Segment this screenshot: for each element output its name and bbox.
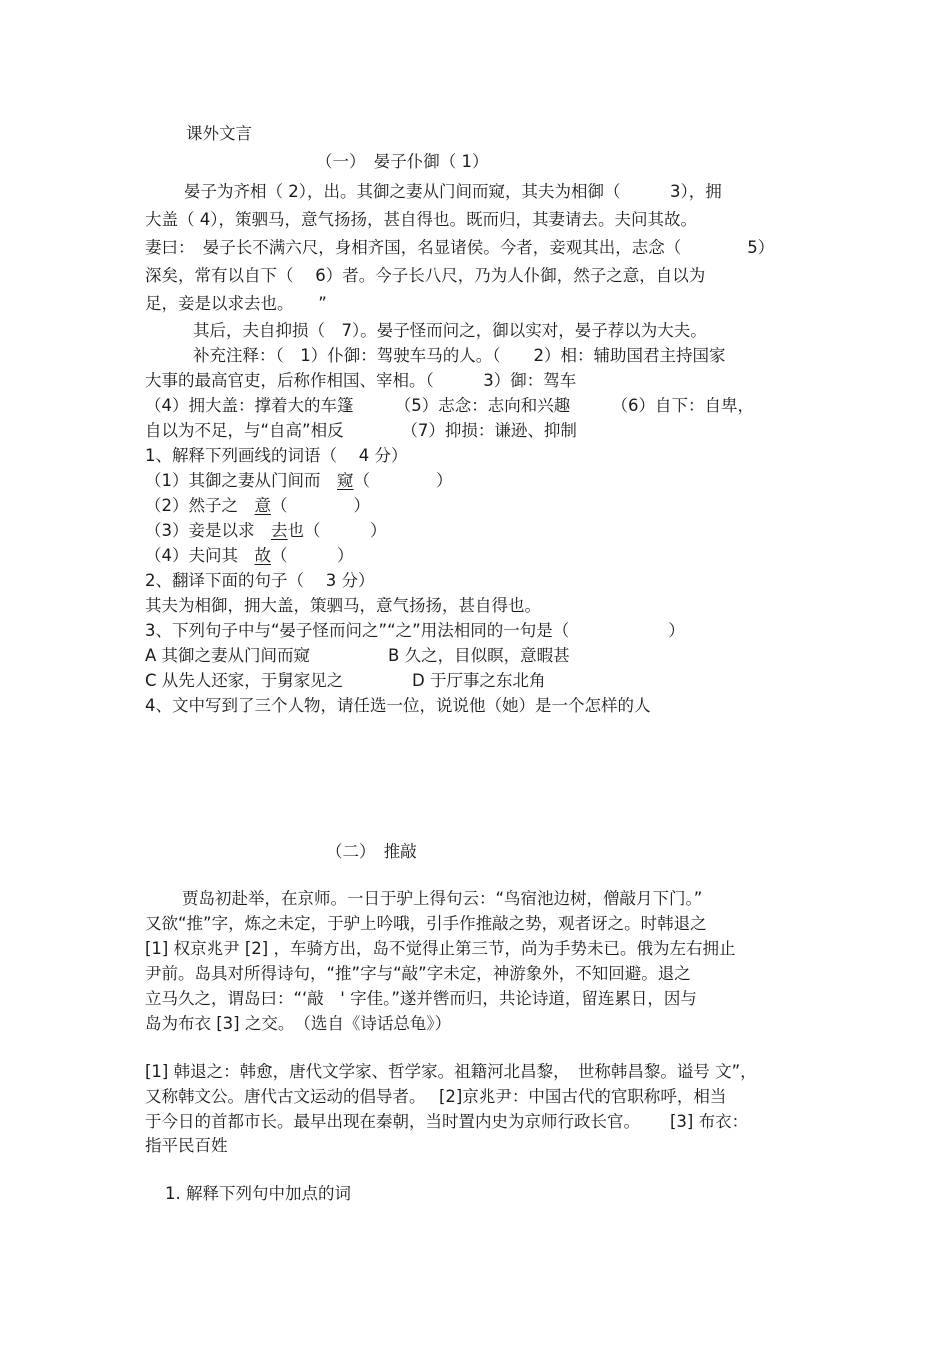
text1-line-2: 大盖（ 4），策驷马，意气扬扬，甚自得也。既而归，其妻请去。夫问其故。	[145, 210, 697, 229]
text2-note-3: 于今日的首都市长。最早出现在秦朝，当时置内史为京师行政长官。 [3] 布衣：	[145, 1112, 749, 1131]
text1-note-2: 大事的最高官吏，后称作相国、宰相。（ 3）御：驾车	[145, 371, 577, 390]
text1-line-6: 其后，夫自抑损（ 7）。晏子怪而问之，御以实对，晏子荐以为大夫。	[193, 321, 707, 340]
q3-title: 3、下列句子中与“晏子怪而问之”“之”用法相同的一句是（ ）	[145, 621, 685, 640]
q3-option-d: D 于厅事之东北角	[412, 671, 546, 690]
text1-title: （一） 晏子仆御（ 1）	[316, 152, 489, 171]
text2-note-2: 又称韩文公。唐代古文运动的倡导者。 [2]京兆尹：中国古代的官职称呼，相当	[145, 1087, 727, 1106]
text2-line-3: [1] 权京兆尹 [2] ，车骑方出，岛不觉得止第三节，尚为手势未已。俄为左右拥止	[145, 939, 736, 958]
text2-title: （二） 推敲	[326, 842, 417, 861]
text1-note-1: 补充注释：（ 1）仆御：驾驶车马的人。（ 2）相：辅助国君主持国家	[193, 346, 726, 365]
text2-note-1: [1] 韩退之：韩愈，唐代文学家、哲学家。祖籍河北昌黎， 世称韩昌黎。谥号 文”，	[145, 1062, 757, 1081]
text2-line-1: 贾岛初赴举，在京师。一日于驴上得句云：“鸟宿池边树，僧敲月下门。”	[182, 889, 703, 908]
q4-title: 4、文中写到了三个人物，请任选一位，说说他（她）是一个怎样的人	[145, 696, 651, 715]
q2-title: 2、翻译下面的句子（ 3 分）	[145, 571, 375, 590]
text1-line-1: 晏子为齐相（ 2），出。其御之妻从门间而窥，其夫为相御（ 3），拥	[184, 182, 722, 201]
text1-note-3: （4）拥大盖：撑着大的车篷 （5）志念：志向和兴趣 （6）自下：自卑，	[145, 396, 754, 415]
text1-note-4: 自以为不足，与“自高”相反 （7）抑损：谦逊、抑制	[145, 421, 577, 440]
q3-option-a: A 其御之妻从门间而窥	[145, 646, 311, 665]
q3-option-b: B 久之，目似瞑，意暇甚	[388, 646, 570, 665]
q1-item-3: （3）妾是以求 去也（ ）	[145, 521, 387, 540]
q1-item-1: （1）其御之妻从门间而 窥（ ）	[145, 471, 453, 490]
section-heading: 课外文言	[186, 124, 252, 143]
text2-line-4: 尹前。岛具对所得诗句，“推”字与“敲”字未定，神游象外，不知回避。退之	[145, 964, 691, 983]
q1-title: 1、解释下列画线的词语（ 4 分）	[145, 446, 408, 465]
text2-line-5: 立马久之，谓岛曰：“‘敲 ' 字佳。”遂并辔而归，共论诗道，留连累日，因与	[145, 989, 697, 1008]
text2-line-2: 又欲“推”字，炼之未定，于驴上吟哦，引手作推敲之势，观者讶之。时韩退之	[145, 914, 707, 933]
q1-item-2: （2）然子之 意（ ）	[145, 496, 370, 515]
text1-line-4: 深矣，常有以自下（ 6）者。今子长八尺，乃为人仆御，然子之意，自以为	[145, 266, 706, 285]
q2-sentence: 其夫为相御，拥大盖，策驷马，意气扬扬，甚自得也。	[145, 596, 541, 615]
text1-line-3: 妻曰： 晏子长不满六尺，身相齐国，名显诸侯。今者，妾观其出，志念（ 5）	[145, 238, 775, 257]
text1-line-5: 足，妾是以求去也。 ”	[145, 294, 327, 313]
text2-line-6: 岛为布衣 [3] 之交。 （选自《诗话总龟》）	[145, 1014, 452, 1033]
q3-option-c: C 从先人还家，于舅家见之	[145, 671, 344, 690]
q1-item-4: （4）夫问其 故（ ）	[145, 546, 354, 565]
text2-note-4: 指平民百姓	[145, 1136, 228, 1155]
text2-q1-title: 1. 解释下列句中加点的词	[165, 1184, 351, 1203]
